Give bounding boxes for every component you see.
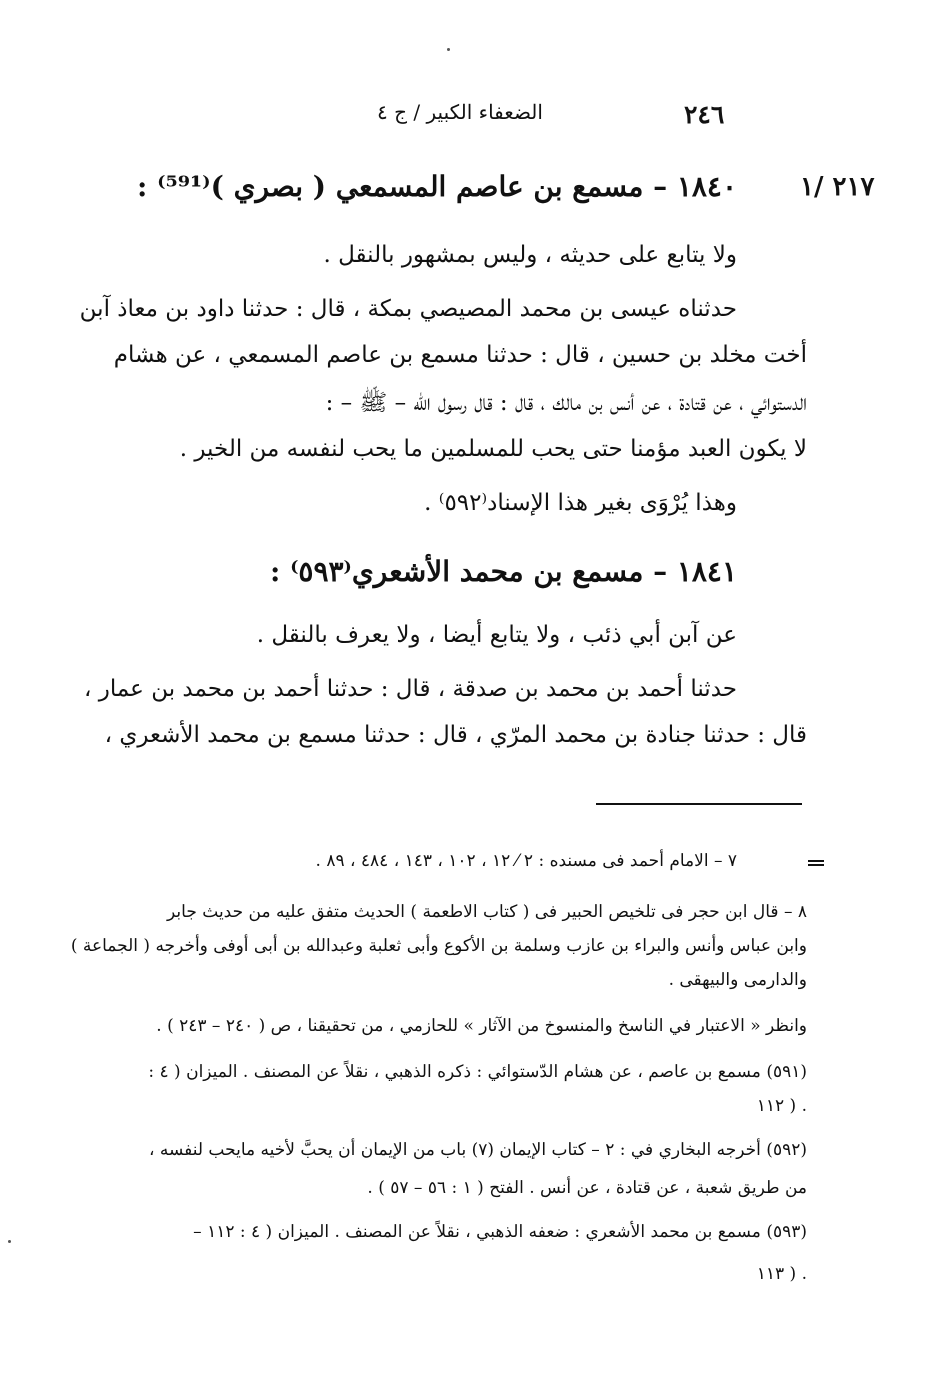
footnote-line: والدارمى والبيهقى . [668, 970, 807, 990]
entry-1840-line: وهذا يُرْوَى بغير هذا الإسناد⁽٥٩٢⁾ . [424, 490, 737, 516]
footnote-line: (٥٩٣) مسمع بن محمد الأشعري : ضعفه الذهبي ، نقلاً عن المصنف . الميزان ( ٤ : ١١٢ – [193, 1222, 807, 1242]
footnote-line: من طريق شعبة ، عن قتادة ، عن أنس . الفتح ( ١ : ٥٦ – ٥٧ ) . [367, 1178, 807, 1198]
running-title: الضعفاء الكبير / ج ٤ [377, 100, 543, 124]
entry-heading-1841: ١٨٤١ – مسمع بن محمد الأشعري⁽٥٩٣⁾ : [269, 555, 737, 588]
entry-1840-line: لا يكون العبد مؤمنا حتى يحب للمسلمين ما يحب لنفسه من الخير . [179, 436, 807, 462]
scan-speck [8, 1240, 11, 1243]
footnote-line: ١١٣ ) . [756, 1264, 807, 1284]
entry-1841-line: عن آبن أبي ذئب ، ولا يتابع أيضا ، ولا يعرف بالنقل . [256, 622, 737, 648]
entry-1841-line: قال : حدثنا جنادة بن محمد المرّي ، قال : حدثنا مسمع بن محمد الأشعري ، [104, 722, 807, 748]
footnote-marker [808, 860, 824, 866]
margin-reference: ٢١٧ /١ [800, 172, 875, 202]
footnote-line: ٨ – قال ابن حجر فى تلخيص الحبير فى ( كتاب الاطعمة ) الحديث متفق عليه من حديث جابر [167, 902, 807, 922]
entry-1840-line: أخت مخلد بن حسين ، قال : حدثنا مسمع بن عاصم المسمعي ، عن هشام [113, 342, 807, 368]
entry-1840-line: الدستوائي ، عن قتادة ، عن أنس بن مالك ، قال : قال رسول الله – ﷺ – : [325, 390, 807, 416]
footnote-line: ١١٢ ) . [756, 1096, 807, 1116]
page-number: ٢٤٦ [684, 100, 725, 129]
scan-speck [447, 48, 450, 51]
entry-1840-line: ولا يتابع على حديثه ، وليس بمشهور بالنقل . [323, 242, 737, 268]
footnote-separator [596, 803, 802, 805]
entry-1840-line: حدثناه عيسى بن محمد المصيصي بمكة ، قال : حدثنا داود بن معاذ آبن [79, 296, 737, 322]
footnote-line: وانظر « الاعتبار في الناسخ والمنسوخ من الآثار » للحازمي ، من تحقيقنا ، ص ( ٢٤٠ – ٢٤٣ ) . [156, 1016, 807, 1036]
footnote-line: ٧ – الامام أحمد فى مسنده : ٢ ⁄ ١٢ ، ١٠٢ ، ١٤٣ ، ٤٨٤ ، ٨٩ . [315, 851, 737, 871]
footnote-line: (٥٩١) مسمع بن عاصم ، عن هشام الدّستوائي : ذكره الذهبي ، نقلاً عن المصنف . الميزان ( ٤ : [148, 1062, 807, 1082]
entry-heading-1840: ١٨٤٠ – مسمع بن عاصم المسمعي ( بصري )⁽⁵⁹¹⁾ : [137, 170, 737, 203]
footnote-line: وابن عباس وأنس والبراء بن عازب وسلمة بن الأكوع وأبى ثعلبة وعبدالله بن أبى أوفى وأخرجه ( الجماعة ) [70, 936, 807, 956]
footnote-line: (٥٩٢) أخرجه البخاري في : ٢ – كتاب الإيمان (٧) باب من الإيمان أن يحبَّ لأخيه مايحب لنفسه ، [148, 1140, 807, 1160]
entry-1841-line: حدثنا أحمد بن محمد بن صدقة ، قال : حدثنا أحمد بن محمد بن عمار ، [84, 676, 737, 702]
